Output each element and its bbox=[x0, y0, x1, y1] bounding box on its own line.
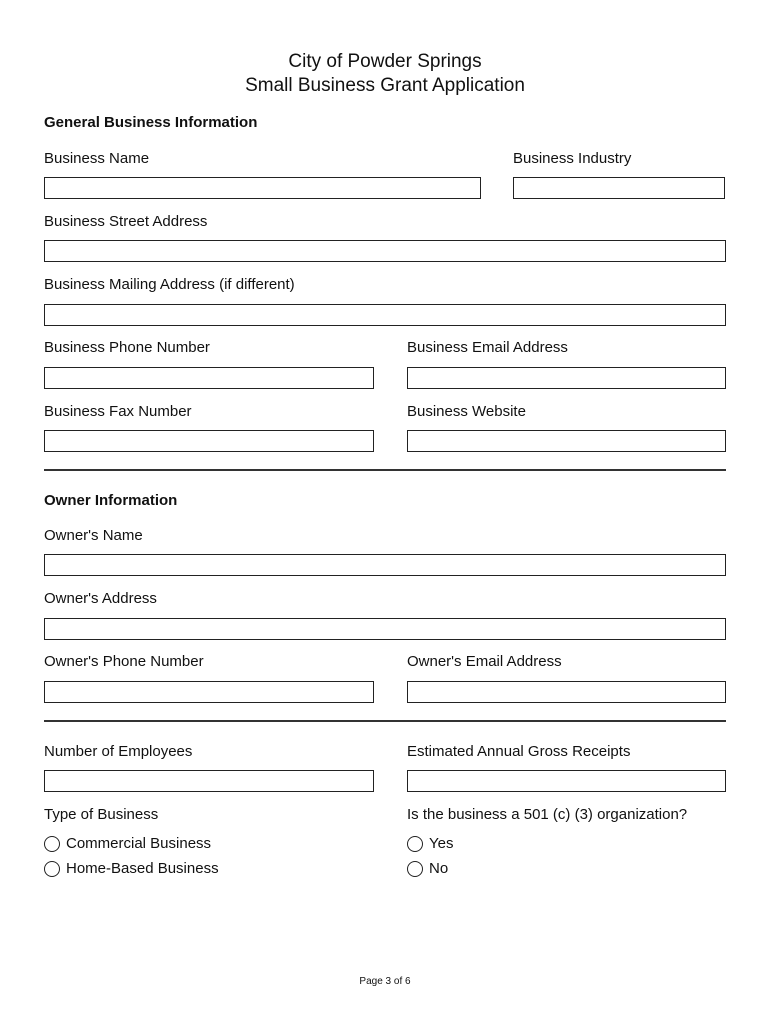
employees-label: Number of Employees bbox=[44, 743, 193, 760]
radio-circle-icon[interactable] bbox=[407, 836, 423, 852]
business-email-input[interactable] bbox=[407, 367, 726, 389]
owner-address-label: Owner's Address bbox=[44, 590, 157, 607]
page-number: Page 3 of 6 bbox=[359, 976, 411, 987]
owner-phone-label: Owner's Phone Number bbox=[44, 653, 204, 670]
street-address-label: Business Street Address bbox=[44, 213, 208, 230]
business-fax-input[interactable] bbox=[44, 430, 374, 452]
radio-circle-icon[interactable] bbox=[44, 836, 60, 852]
radio-nonprofit-no[interactable] bbox=[407, 860, 448, 877]
radio-home-based-business[interactable] bbox=[44, 860, 219, 877]
owner-email-input[interactable] bbox=[407, 681, 726, 703]
street-address-input[interactable] bbox=[44, 240, 726, 262]
business-name-input[interactable] bbox=[44, 177, 481, 199]
mailing-address-input[interactable] bbox=[44, 304, 726, 326]
gross-receipts-label: Estimated Annual Gross Receipts bbox=[407, 743, 631, 760]
radio-commercial-business[interactable] bbox=[44, 835, 211, 852]
nonprofit-question-label: Is the business a 501 (c) (3) organization? bbox=[407, 806, 688, 823]
gross-receipts-input[interactable] bbox=[407, 770, 726, 792]
section-divider bbox=[44, 720, 726, 722]
business-email-label: Business Email Address bbox=[407, 339, 568, 356]
business-phone-label: Business Phone Number bbox=[44, 339, 210, 356]
title-form: Small Business Grant Application bbox=[245, 75, 525, 96]
radio-option-label: Yes bbox=[429, 835, 454, 852]
section-heading-owner: Owner Information bbox=[44, 492, 178, 509]
radio-circle-icon[interactable] bbox=[44, 861, 60, 877]
employees-input[interactable] bbox=[44, 770, 374, 792]
business-phone-input[interactable] bbox=[44, 367, 374, 389]
radio-option-label: No bbox=[429, 860, 449, 877]
radio-nonprofit-yes[interactable] bbox=[407, 835, 453, 852]
business-industry-input[interactable] bbox=[513, 177, 725, 199]
owner-address-input[interactable] bbox=[44, 618, 726, 640]
mailing-address-label: Business Mailing Address (if different) bbox=[44, 276, 295, 293]
section-divider bbox=[44, 469, 726, 471]
section-heading-general: General Business Information bbox=[44, 114, 258, 131]
owner-name-input[interactable] bbox=[44, 554, 726, 576]
radio-option-label: Commercial Business bbox=[66, 835, 212, 852]
title-city: City of Powder Springs bbox=[288, 51, 482, 72]
business-website-input[interactable] bbox=[407, 430, 726, 452]
business-industry-label: Business Industry bbox=[513, 150, 632, 167]
business-fax-label: Business Fax Number bbox=[44, 403, 192, 420]
radio-option-label: Home-Based Business bbox=[66, 860, 219, 877]
business-website-label: Business Website bbox=[407, 403, 526, 420]
owner-phone-input[interactable] bbox=[44, 681, 374, 703]
business-type-label: Type of Business bbox=[44, 806, 159, 823]
radio-circle-icon[interactable] bbox=[407, 861, 423, 877]
owner-name-label: Owner's Name bbox=[44, 527, 143, 544]
owner-email-label: Owner's Email Address bbox=[407, 653, 562, 670]
business-name-label: Business Name bbox=[44, 150, 150, 167]
